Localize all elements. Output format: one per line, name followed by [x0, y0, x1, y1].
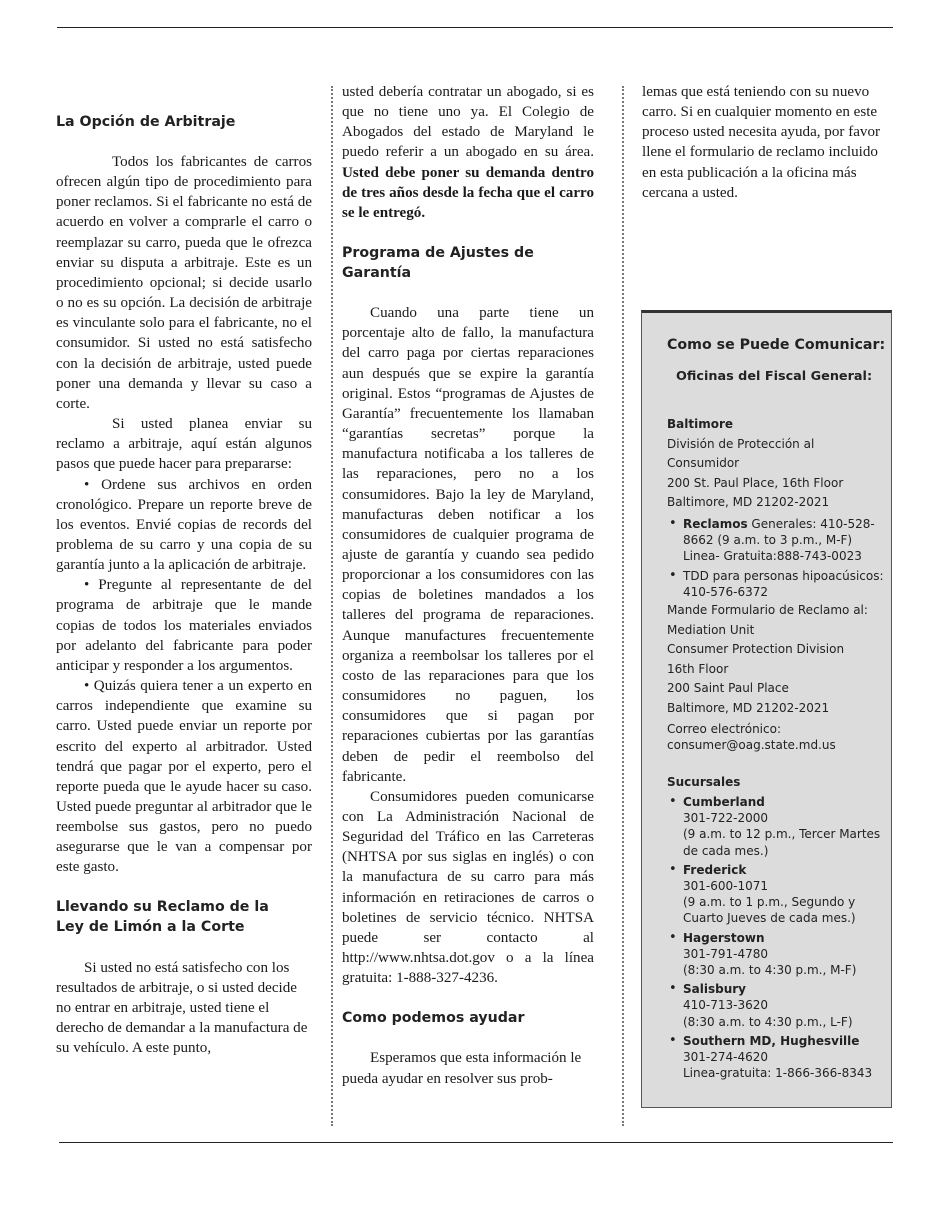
branch-hours: (8:30 a.m. to 4:30 p.m., M-F): [683, 963, 857, 978]
mail-block: [667, 601, 889, 753]
baltimore-block: [667, 415, 889, 513]
claims-text: Generales: 410-528-8662 (9 a.m. to 3 p.m., M-F) Linea- Gratuita:888-743-0023: [683, 517, 875, 564]
heading-corte-line1: Llevando su Reclamo de la: [56, 898, 269, 915]
email-label: Correo electrónico:: [667, 721, 781, 736]
baltimore-label: Baltimore: [667, 417, 734, 431]
baltimore-phones: [655, 516, 887, 603]
paragraph-demanda: Si usted no está satisfecho con los resultados de arbitraje, o si usted decide no entrar en arbitraje, usted tiene el derecho de demandar a la manufactura de su vehículo. A este punto,: [56, 959, 308, 1057]
abogado-bold: Usted debe poner su demanda dentro de tres años desde la fecha que el carro se le entregó.: [342, 164, 594, 221]
column-1: [56, 88, 312, 1058]
branch-phone: 301-722-2000: [683, 811, 769, 826]
branch-name: • Frederick: [683, 862, 747, 877]
paragraph-arbitraje: Todos los fabricantes de carros ofrecen algún tipo de procedimiento para poner reclamos. Si el fabricante no está de acuerdo en volver a comprarle el carro o reemplazar su carro, pueda que le ofrezca enviar su disputa a arbitraje. Este es un procedimiento opcional; si decide usarlo o no es su opción. La decisión de arbitraje es vinculante solo para el fabricante, no el consumidor. Si usted no está satisfecho con la decisión de arbitraje, usted puede poner una demanda y llevar su caso a corte.: [56, 154, 312, 412]
contact-box: [641, 310, 892, 1108]
branch-item: [655, 862, 887, 927]
claims-label: Reclamos: [683, 517, 748, 531]
branch-phone: 301-791-4780: [683, 946, 769, 961]
branch-phone: 301-600-1071: [683, 879, 769, 894]
paragraph-garantia: Cuando una parte tiene un porcentaje alto de fallo, la manufactura del carro paga por ciertas reparaciones aun después que se expire la garantía original. Estos “programas de Ajustes de Garantía” frecuentemente los llamaban “garantías secretas” porque la manufactura notificaba a los talleres de las reparaciones, pero no a los consumidores. Bajo la ley de Maryland, manufacturas deben notificar a los consumidores de cualquier programa de ajuste de garantía y cuando sea pedido proporcionar a los consumidores con las copias de boletines mandados a los talleres del programa de reparaciones. Aunque manufactures frecuentemente organiza a reembolsar los talleres por el costo de las reparaciones para que los consumidores no paguen, los consumidores que si pagan por reparaciones cubiertas por las garantías deben de pedir el reembolso del fabricante.: [342, 305, 594, 785]
column-3: [642, 82, 894, 203]
branch-name: • Southern MD, Hughesville: [683, 1033, 860, 1048]
heading-corte-line2: Ley de Limón a la Corte: [56, 918, 245, 935]
branch-item: [655, 930, 887, 979]
mail-line1: Mediation Unit: [667, 622, 755, 637]
top-rule: [57, 27, 893, 28]
contact-title: Como se Puede Comunicar:: [667, 337, 886, 353]
bullet-archivos: • Ordene sus archivos en orden cronológico. Prepare un reporte breve de los eventos. Envié copias de records del problema de su carro y una copia de su garantía junto a la aplicación de arbitraje.: [56, 476, 312, 574]
address-line1: 200 St. Paul Place, 16th Floor: [667, 475, 844, 490]
branch-hours: (8:30 a.m. to 4:30 p.m., L-F): [683, 1014, 853, 1029]
branch-phone: 301-274-4620: [683, 1050, 769, 1065]
bullet-representante: • Pregunte al representante de del programa de arbitraje que le mande copias de todos los materiales enviados por adelanto del fabricante para poder anticipar y responder a los argumentos.: [56, 577, 312, 674]
mail-line3: 16th Floor: [667, 661, 729, 676]
branches-label: [667, 773, 889, 793]
branch-hours: Linea-gratuita: 1-866-366-8343: [683, 1066, 873, 1081]
heading-corte: [56, 897, 312, 937]
send-label: Mande Formulario de Reclamo al:: [667, 603, 868, 617]
mail-line4: 200 Saint Paul Place: [667, 681, 789, 696]
paragraph-nhtsa: Consumidores pueden comunicarse con La Administración Nacional de Seguridad del Tráfico en las Carreteras (NHTSA por sus siglas en inglés) o con la manufactura de su carro para más información en retiraciones de carros o boletines de servicio técnico. NHTSA puede ser contacto al http://www.nhtsa.dot.gov o a la línea gratuita: 1-888-327-4236.: [342, 788, 594, 987]
heading-ayudar: Como podemos ayudar: [342, 1010, 525, 1027]
column-divider-1: [331, 86, 333, 1126]
branch-name: • Hagerstown: [683, 930, 765, 945]
mail-line5: Baltimore, MD 21202-2021: [667, 700, 830, 715]
heading-garantia: Programa de Ajustes de Garantía: [342, 245, 534, 282]
branch-name: • Cumberland: [683, 795, 765, 809]
branches-title: Sucursales: [667, 775, 741, 789]
branch-phone: 410-713-3620: [683, 998, 769, 1013]
branch-name: • Salisbury: [683, 982, 746, 997]
branch-item: [655, 794, 887, 859]
mail-line2: Consumer Protection Division: [667, 642, 845, 657]
heading-arbitraje: La Opción de Arbitraje: [56, 114, 236, 130]
bullet-experto: • Quizás quiera tener a un experto en carros independiente que examine su carro. Usted puede enviar un reporte por escrito del experto al arbitrador. Usted tendrá que pagar por el experto, pero el reporte pueda que le ayude hacer su caso. Usted puede preguntar al arbitrador que le reembolse sus gastos, pero no puedo asegurarse que le van a compensar por este gasto.: [56, 678, 312, 876]
branch-hours: (9 a.m. to 1 p.m., Segundo y Cuarto Jueves de cada mes.): [683, 895, 856, 926]
branch-hours: (9 a.m. to 12 p.m., Tercer Martes de cada mes.): [683, 827, 881, 858]
email-address[interactable]: consumer@oag.state.md.us: [667, 737, 836, 752]
branch-item: [655, 981, 887, 1030]
branch-item: [655, 1033, 887, 1082]
column-2: [342, 82, 594, 1089]
division-name: División de Protección al Consumidor: [667, 436, 815, 471]
column-divider-2: [622, 86, 624, 1126]
contact-subtitle: Oficinas del Fiscal General:: [676, 369, 873, 384]
branches-list: [655, 794, 887, 1084]
tdd-item: • TDD para personas hipoacúsicos: 410-576-6372: [655, 568, 887, 600]
paragraph-abogado: [342, 82, 594, 223]
paragraph-pasos: Si usted planea enviar su reclamo a arbitraje, aquí están algunos pasos que puede hacer para prepararse:: [56, 416, 312, 473]
abogado-text: usted debería contratar un abogado, si es que no tiene uno ya. El Colegio de Abogados del estado de Maryland le puedo referir a un abogado en su área.: [342, 84, 594, 161]
paragraph-ayudar: Esperamos que esta información le pueda ayudar en resolver sus prob-: [342, 1050, 582, 1087]
paragraph-problemas: lemas que está teniendo con su nuevo carro. Si en cualquier momento en este proceso usted necesita ayuda, por favor llene el formulario de reclamo incluido en esta publicación a la oficina más cercana a usted.: [642, 84, 881, 201]
address-line2: Baltimore, MD 21202-2021: [667, 495, 830, 510]
bottom-rule: [59, 1142, 893, 1143]
claims-item: [655, 516, 887, 565]
